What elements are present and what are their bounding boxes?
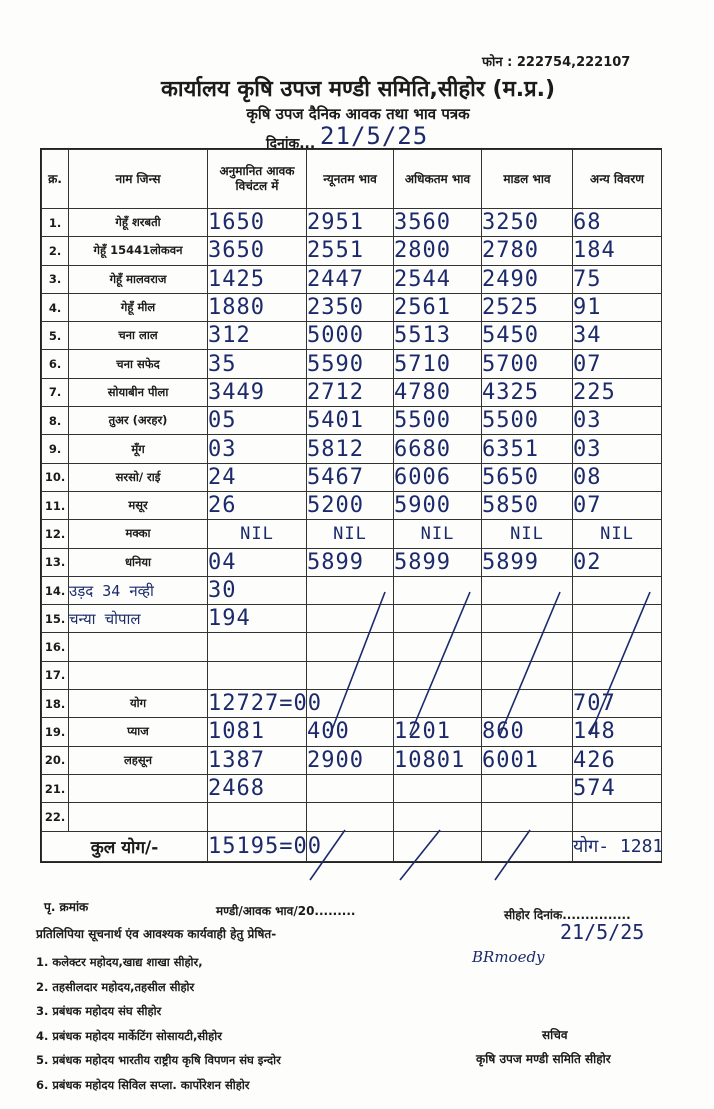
other-cell: 03 <box>573 435 662 463</box>
max-price-cell: 1201 <box>394 718 482 746</box>
col-header-arrival-text: अनुमानित आवक विचंटल में <box>219 164 295 193</box>
max-price-cell: 10801 <box>394 746 482 774</box>
date-label: दिनांक... <box>266 136 316 152</box>
max-price-cell: 5500 <box>394 407 482 435</box>
modal-price-cell: 2525 <box>482 293 573 321</box>
mandi-arrival-label: मण्डी/आवक भाव/20......... <box>216 904 356 918</box>
max-price-cell <box>394 633 482 661</box>
committee-label: कृषि उपज मण्डी समिति सीहोर <box>476 1052 611 1066</box>
commodity-cell: मूँग <box>69 435 208 463</box>
recipient-item: 5. प्रबंधक महोदय भारतीय राष्ट्रीय कृषि विपणन संघ इन्दोर <box>36 1053 281 1067</box>
table-row <box>42 491 662 519</box>
arrival-cell: 1081 <box>208 718 307 746</box>
serial-cell: 18. <box>42 690 69 718</box>
max-price-cell: NIL <box>394 520 482 548</box>
min-price-cell: 5899 <box>307 548 394 576</box>
serial-cell: 8. <box>42 407 69 435</box>
modal-price-cell: 6001 <box>482 746 573 774</box>
arrival-cell: 1880 <box>208 293 307 321</box>
serial-cell: 16. <box>42 633 69 661</box>
recipient-item: 2. तहसीलदार महोदय,तहसील सीहोर <box>36 979 195 994</box>
arrival-cell: 12727=00 <box>208 691 322 717</box>
min-price-cell <box>307 633 394 661</box>
other-cell: 75 <box>573 265 662 293</box>
commodity-cell <box>69 661 208 689</box>
arrival-cell <box>208 633 307 661</box>
table-row <box>42 350 662 378</box>
serial-cell: 14. <box>42 576 69 604</box>
arrival-cell: 2468 <box>208 774 307 802</box>
commodity-cell: प्याज <box>69 718 208 746</box>
max-price-cell: 5710 <box>394 350 482 378</box>
arrival-cell: 1650 <box>208 209 307 237</box>
commodity-cell: योग <box>69 690 208 718</box>
modal-price-cell <box>482 605 573 633</box>
table-row <box>42 209 662 237</box>
commodity-cell: गेहूँ मालवराज <box>69 265 208 293</box>
table-row <box>42 407 662 435</box>
max-price-cell: 6680 <box>394 435 482 463</box>
arrival-cell: 3449 <box>208 378 307 406</box>
serial-cell: 12. <box>42 520 69 548</box>
rate-table <box>41 149 662 862</box>
other-cell: 68 <box>573 209 662 237</box>
commodity-cell: धनिया <box>69 548 208 576</box>
modal-price-cell <box>482 661 573 689</box>
table-row <box>42 690 662 718</box>
table-row <box>42 718 662 746</box>
min-price-cell: 2551 <box>307 237 394 265</box>
modal-price-cell: 860 <box>482 718 573 746</box>
grand-total-label: कुल योग/- <box>42 831 208 861</box>
table-row <box>42 576 662 604</box>
max-price-cell: 5900 <box>394 491 482 519</box>
modal-price-cell: 5650 <box>482 463 573 491</box>
col-header-commodity: नाम जिन्स <box>69 150 208 209</box>
grand-total-row <box>42 831 662 861</box>
recipient-item: 1. कलेक्टर महोदय,खाद्य शाखा सीहोर, <box>36 955 203 969</box>
table-row <box>42 746 662 774</box>
other-cell: 225 <box>573 378 662 406</box>
min-price-cell: 2447 <box>307 265 394 293</box>
table-row <box>42 265 662 293</box>
commodity-cell: गेहूँ 15441लोकवन <box>69 237 208 265</box>
other-cell: NIL <box>573 520 662 548</box>
arrival-cell <box>208 661 307 689</box>
arrival-cell: 1387 <box>208 746 307 774</box>
modal-price-cell <box>482 633 573 661</box>
rate-table-frame <box>40 148 662 863</box>
modal-price-cell <box>482 690 573 718</box>
modal-price-cell: 4325 <box>482 378 573 406</box>
min-price-cell: 5401 <box>307 407 394 435</box>
min-price-cell: 5812 <box>307 435 394 463</box>
table-row <box>42 435 662 463</box>
max-price-cell <box>394 576 482 604</box>
min-price-cell <box>307 576 394 604</box>
serial-cell: 6. <box>42 350 69 378</box>
signature-date: 21/5/25 <box>560 920 645 944</box>
max-price-cell: 2544 <box>394 265 482 293</box>
other-cell: 34 <box>573 322 662 350</box>
table-row <box>42 661 662 689</box>
col-header-max-price: अधिकतम भाव <box>394 150 482 209</box>
min-price-cell: 400 <box>307 718 394 746</box>
table-row <box>42 803 662 831</box>
grand-total-other: योग- 1281 <box>573 831 662 861</box>
min-price-cell: 2712 <box>307 378 394 406</box>
commodity-cell: गेहूँ मील <box>69 293 208 321</box>
other-cell <box>573 576 662 604</box>
commodity-cell <box>69 803 208 831</box>
col-header-serial: क्र. <box>42 150 69 209</box>
arrival-cell: 05 <box>208 407 307 435</box>
recipient-list <box>36 950 281 1097</box>
col-header-modal-price: माडल भाव <box>482 150 573 209</box>
commodity-cell: तुअर (अरहर) <box>69 407 208 435</box>
phone-numbers: फोन : 222754,222107 <box>482 55 631 70</box>
recipient-item: 4. प्रबंधक महोदय मार्केटिंग सोसायटी,सीहोर <box>36 1028 222 1043</box>
modal-price-cell: 5500 <box>482 407 573 435</box>
min-price-cell: 5200 <box>307 491 394 519</box>
modal-price-cell: NIL <box>482 520 573 548</box>
other-cell: 426 <box>573 746 662 774</box>
serial-cell: 17. <box>42 661 69 689</box>
table-row <box>42 520 662 548</box>
arrival-cell: 03 <box>208 435 307 463</box>
max-price-cell: 5513 <box>394 322 482 350</box>
commodity-cell <box>69 633 208 661</box>
grand-total-arrival: 15195=00 <box>208 831 307 861</box>
sehore-date-label: सीहोर दिनांक............... <box>504 908 631 922</box>
grand-total-modal <box>482 831 573 861</box>
other-cell: 07 <box>573 491 662 519</box>
commodity-cell: मक्का <box>69 520 208 548</box>
commodity-cell: सरसो/ राई <box>69 463 208 491</box>
other-cell: 574 <box>573 774 662 802</box>
other-cell <box>573 605 662 633</box>
modal-price-cell: 3250 <box>482 209 573 237</box>
min-price-cell: 2350 <box>307 293 394 321</box>
modal-price-cell: 5850 <box>482 491 573 519</box>
serial-cell: 9. <box>42 435 69 463</box>
table-body <box>42 209 662 832</box>
other-cell <box>573 803 662 831</box>
recipient-item: 3. प्रबंधक महोदय संघ सीहोर <box>36 1004 162 1018</box>
recipient-item: 6. प्रबंधक महोदय सिविल सप्ला. कार्पोरेशन सीहोर <box>36 1077 250 1092</box>
min-price-cell <box>307 661 394 689</box>
other-cell: 91 <box>573 293 662 321</box>
commodity-cell: चना लाल <box>69 322 208 350</box>
table-header-row <box>42 150 662 209</box>
sheet-subtitle: कृषि उपज दैनिक आवक तथा भाव पत्रक <box>246 105 470 123</box>
max-price-cell <box>394 774 482 802</box>
grand-total-max <box>394 831 482 861</box>
serial-cell: 4. <box>42 293 69 321</box>
commodity-cell: उड़द 34 नव्ही <box>69 576 208 604</box>
table-row <box>42 774 662 802</box>
serial-cell: 19. <box>42 718 69 746</box>
col-header-other: अन्य विवरण <box>573 150 662 209</box>
other-cell: 184 <box>573 237 662 265</box>
modal-price-cell: 5700 <box>482 350 573 378</box>
other-cell: 02 <box>573 548 662 576</box>
max-price-cell <box>394 661 482 689</box>
commodity-cell: चना सफेद <box>69 350 208 378</box>
min-price-cell: 2951 <box>307 209 394 237</box>
max-price-cell <box>394 690 482 718</box>
arrival-cell: 1425 <box>208 265 307 293</box>
commodity-cell: सोयाबीन पीला <box>69 378 208 406</box>
serial-cell: 20. <box>42 746 69 774</box>
arrival-cell: 3650 <box>208 237 307 265</box>
signature-initial: BRmoedy <box>472 948 545 966</box>
max-price-cell: 4780 <box>394 378 482 406</box>
serial-cell: 3. <box>42 265 69 293</box>
arrival-cell: 30 <box>208 576 307 604</box>
other-cell <box>573 661 662 689</box>
modal-price-cell: 2490 <box>482 265 573 293</box>
arrival-cell: NIL <box>208 520 307 548</box>
commodity-cell: चन्या चोपाल <box>69 605 208 633</box>
col-header-arrival <box>208 150 307 209</box>
max-price-cell: 6006 <box>394 463 482 491</box>
modal-price-cell: 2780 <box>482 237 573 265</box>
min-price-cell: 5000 <box>307 322 394 350</box>
table-row <box>42 293 662 321</box>
commodity-cell: गेहूँ शरबती <box>69 209 208 237</box>
min-price-cell: 5590 <box>307 350 394 378</box>
date-value: 21/5/25 <box>320 122 429 150</box>
serial-cell: 11. <box>42 491 69 519</box>
serial-cell: 13. <box>42 548 69 576</box>
arrival-cell <box>208 803 307 831</box>
arrival-cell: 24 <box>208 463 307 491</box>
other-cell: 07 <box>573 350 662 378</box>
modal-price-cell: 5899 <box>482 548 573 576</box>
other-cell <box>573 633 662 661</box>
table-row <box>42 633 662 661</box>
min-price-cell <box>307 605 394 633</box>
min-price-cell: 2900 <box>307 746 394 774</box>
copy-to-line: प्रतिलिपिया सूचनार्थ एंव आवश्यक कार्यवाही हेतु प्रेषित- <box>36 927 277 941</box>
serial-cell: 2. <box>42 237 69 265</box>
table-row <box>42 548 662 576</box>
serial-cell: 7. <box>42 378 69 406</box>
serial-cell: 21. <box>42 774 69 802</box>
min-price-cell <box>307 774 394 802</box>
table-row <box>42 237 662 265</box>
reference-number-label: पृ. क्रमांक <box>44 900 89 914</box>
max-price-cell <box>394 605 482 633</box>
arrival-cell: 04 <box>208 548 307 576</box>
other-cell: 03 <box>573 407 662 435</box>
modal-price-cell <box>482 774 573 802</box>
modal-price-cell: 5450 <box>482 322 573 350</box>
modal-price-cell <box>482 576 573 604</box>
secretary-label: सचिव <box>542 1028 568 1042</box>
serial-cell: 1. <box>42 209 69 237</box>
max-price-cell: 2561 <box>394 293 482 321</box>
max-price-cell: 2800 <box>394 237 482 265</box>
serial-cell: 5. <box>42 322 69 350</box>
table-row <box>42 378 662 406</box>
table-row <box>42 322 662 350</box>
other-cell: 08 <box>573 463 662 491</box>
max-price-cell <box>394 803 482 831</box>
other-cell: 148 <box>573 718 662 746</box>
arrival-cell: 26 <box>208 491 307 519</box>
max-price-cell: 5899 <box>394 548 482 576</box>
serial-cell: 15. <box>42 605 69 633</box>
modal-price-cell <box>482 803 573 831</box>
arrival-cell: 35 <box>208 350 307 378</box>
other-cell: 707 <box>573 690 662 718</box>
min-price-cell: NIL <box>307 520 394 548</box>
serial-cell: 10. <box>42 463 69 491</box>
serial-cell: 22. <box>42 803 69 831</box>
modal-price-cell: 6351 <box>482 435 573 463</box>
max-price-cell: 3560 <box>394 209 482 237</box>
table-row <box>42 463 662 491</box>
commodity-cell <box>69 774 208 802</box>
min-price-cell: 5467 <box>307 463 394 491</box>
arrival-cell: 312 <box>208 322 307 350</box>
commodity-cell: लहसून <box>69 746 208 774</box>
arrival-cell: 194 <box>208 605 307 633</box>
commodity-cell: मसूर <box>69 491 208 519</box>
col-header-min-price: न्यूनतम भाव <box>307 150 394 209</box>
office-title: कार्यालय कृषि उपज मण्डी समिति,सीहोर (म.प्र.) <box>160 77 556 102</box>
table-row <box>42 605 662 633</box>
min-price-cell <box>307 803 394 831</box>
